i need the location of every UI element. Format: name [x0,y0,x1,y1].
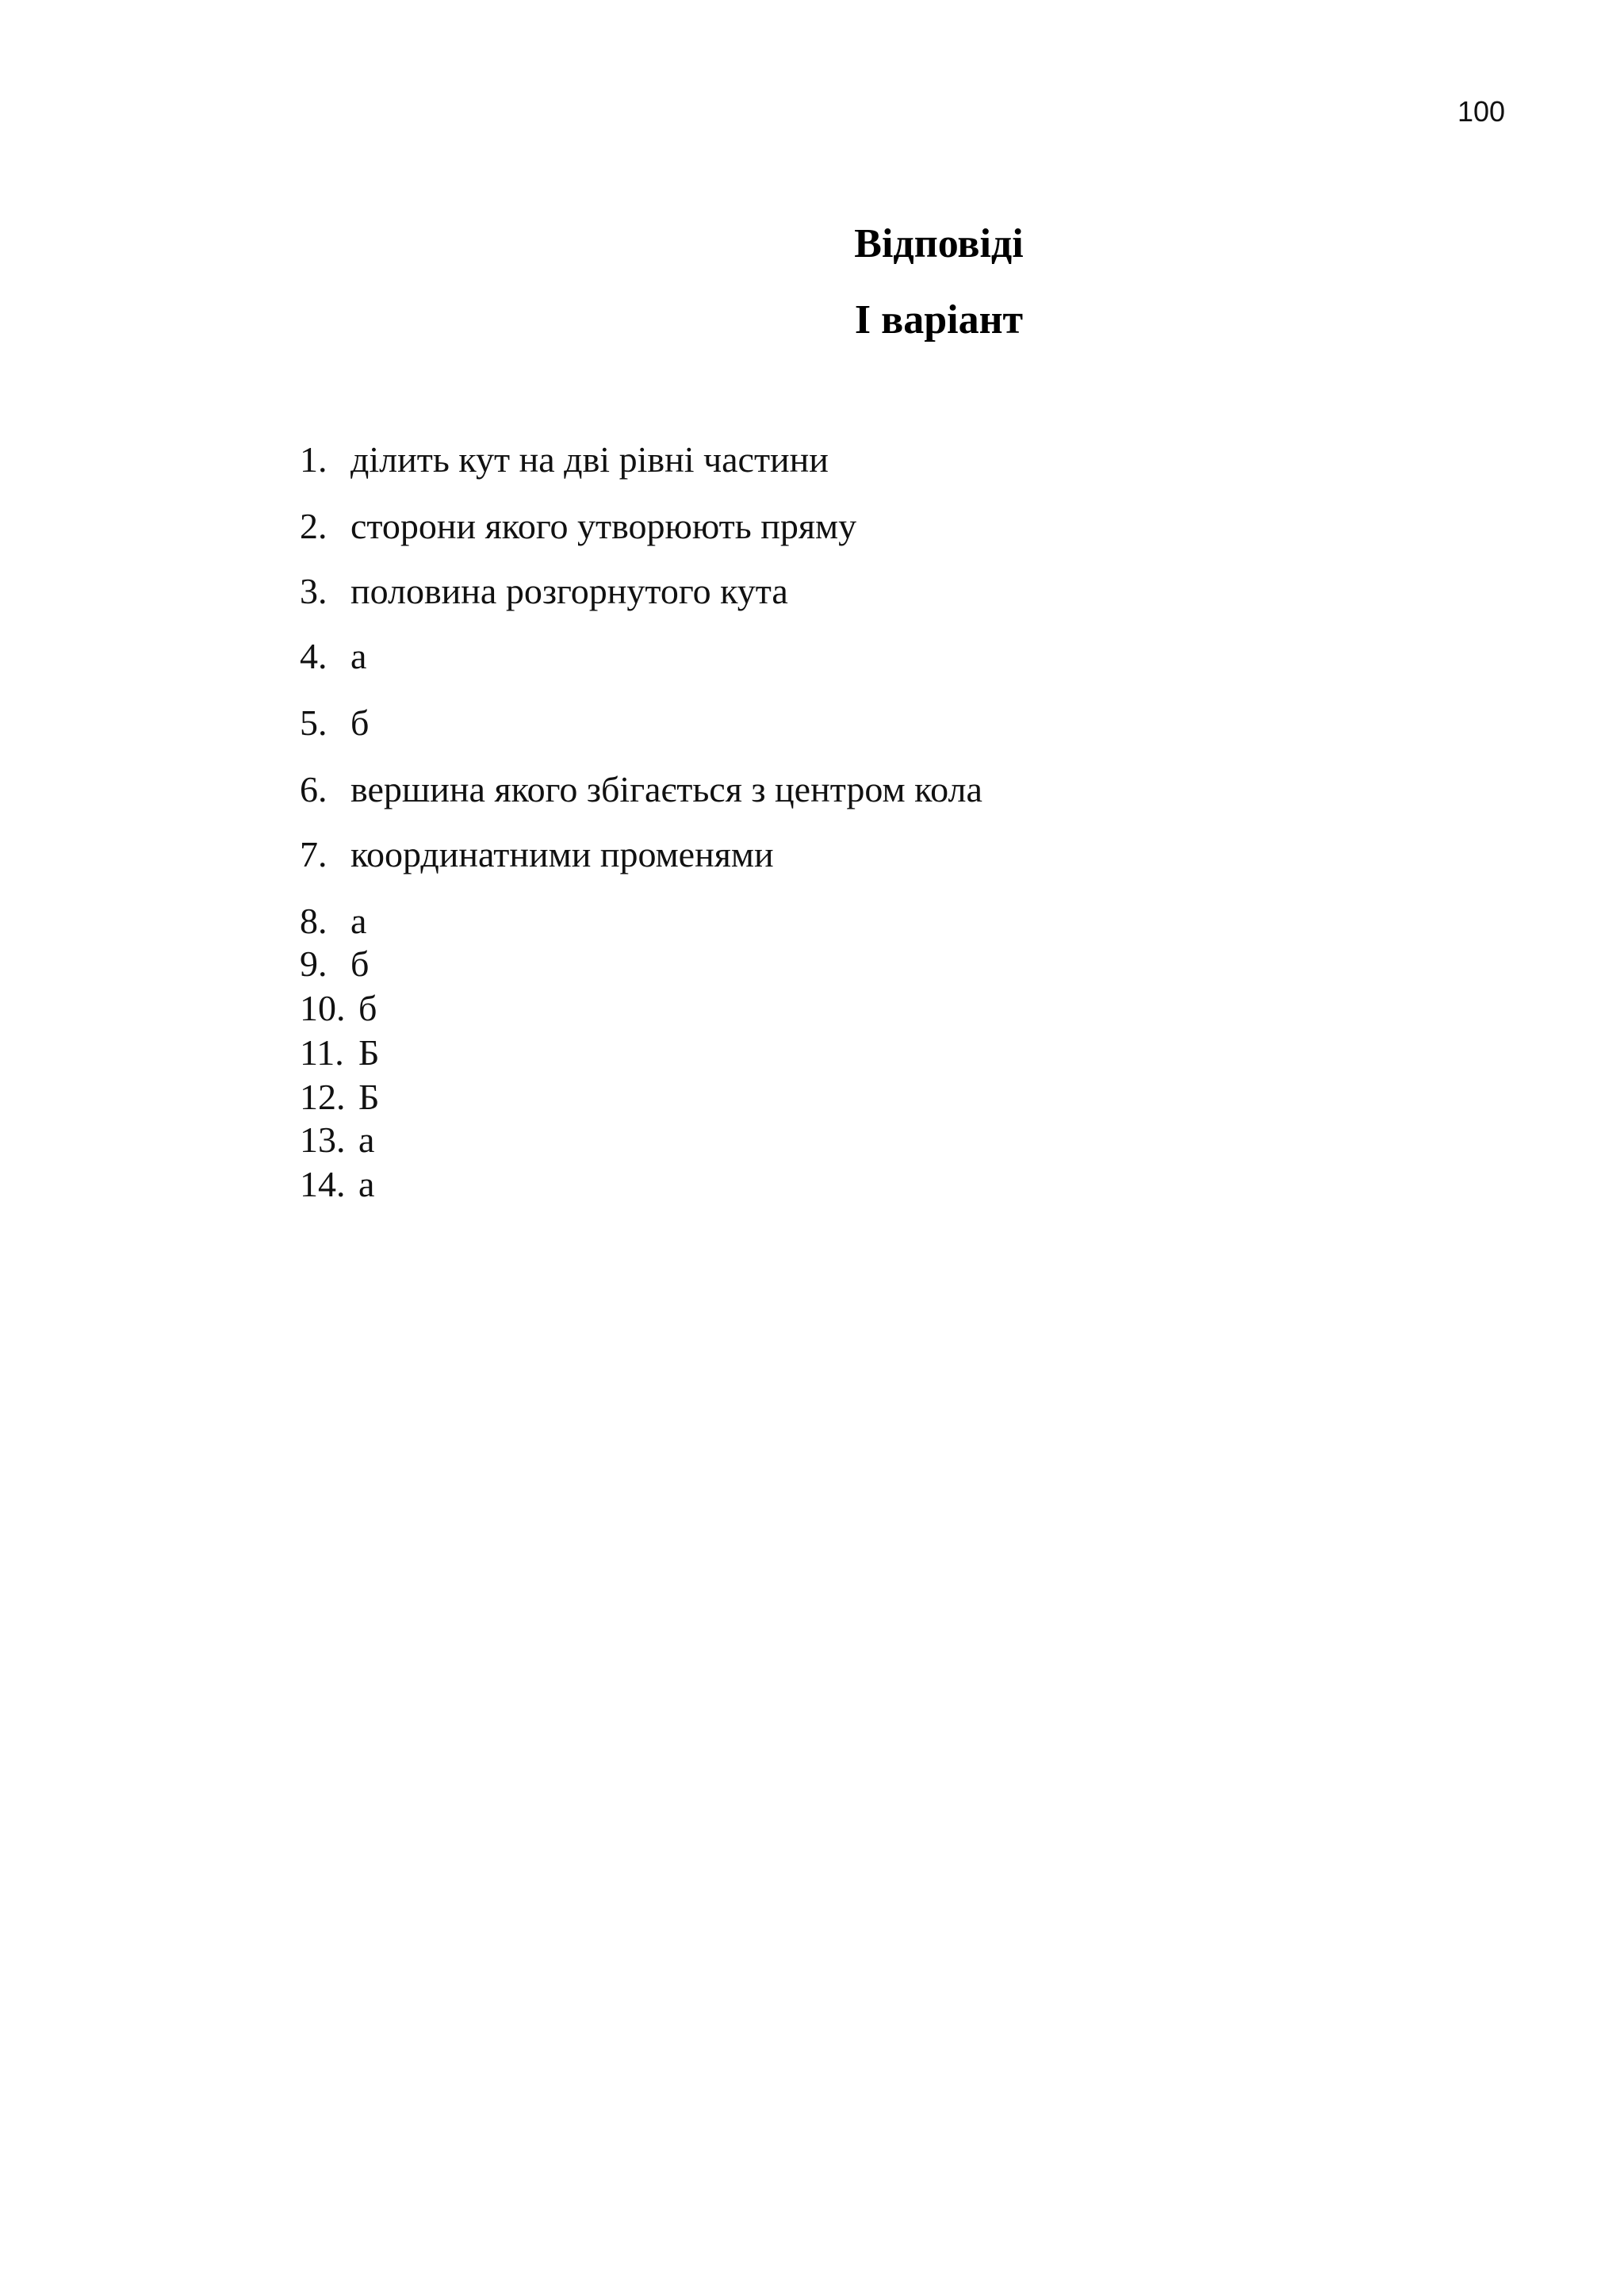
answer-item [300,569,788,614]
answer-item [300,832,774,877]
answer-item [300,438,829,482]
answer-item [300,504,856,549]
answer-item [300,942,369,986]
answer-number: 1. [300,439,327,480]
answer-text: Б [358,1077,380,1117]
answer-number: 2. [300,506,327,546]
page-number: 100 [1457,95,1506,128]
answer-text: б [350,702,370,743]
answer-number: 7. [300,834,327,874]
answer-item [300,1075,379,1119]
answer-number: 6. [300,769,327,809]
answer-number: 13. [300,1119,346,1160]
answer-number: 9. [300,943,327,984]
answer-item [300,899,366,943]
answer-item [300,986,377,1031]
answer-number: 4. [300,636,327,676]
page-title: Відповіді [854,221,1024,266]
answer-text: координатними променями [350,834,774,874]
variant-subtitle: І варіант [854,297,1024,342]
answer-item [300,1031,379,1075]
answer-text: ділить кут на дві рівні частини [350,439,829,480]
answer-item [300,1118,374,1162]
answer-item [300,767,982,812]
answer-text: а [358,1119,375,1160]
answer-number: 5. [300,702,327,743]
answer-number: 3. [300,571,327,611]
answer-text: Б [358,1032,380,1073]
answer-number: 12. [300,1077,346,1117]
answer-text: б [358,988,377,1028]
answer-number: 14. [300,1164,346,1204]
answer-number: 10. [300,988,346,1028]
answer-text: вершина якого збігається з центром кола [350,769,982,809]
answer-text: б [350,943,370,984]
answer-text: а [358,1164,375,1204]
answer-item [300,1162,374,1207]
answer-text: половина розгорнутого кута [350,571,788,611]
answer-number: 8. [300,901,327,941]
answer-number: 11. [300,1032,344,1073]
answer-text: а [350,901,367,941]
answer-item [300,634,366,679]
answer-text: а [350,636,367,676]
answer-item [300,701,369,745]
answer-text: сторони якого утворюють пряму [350,506,857,546]
